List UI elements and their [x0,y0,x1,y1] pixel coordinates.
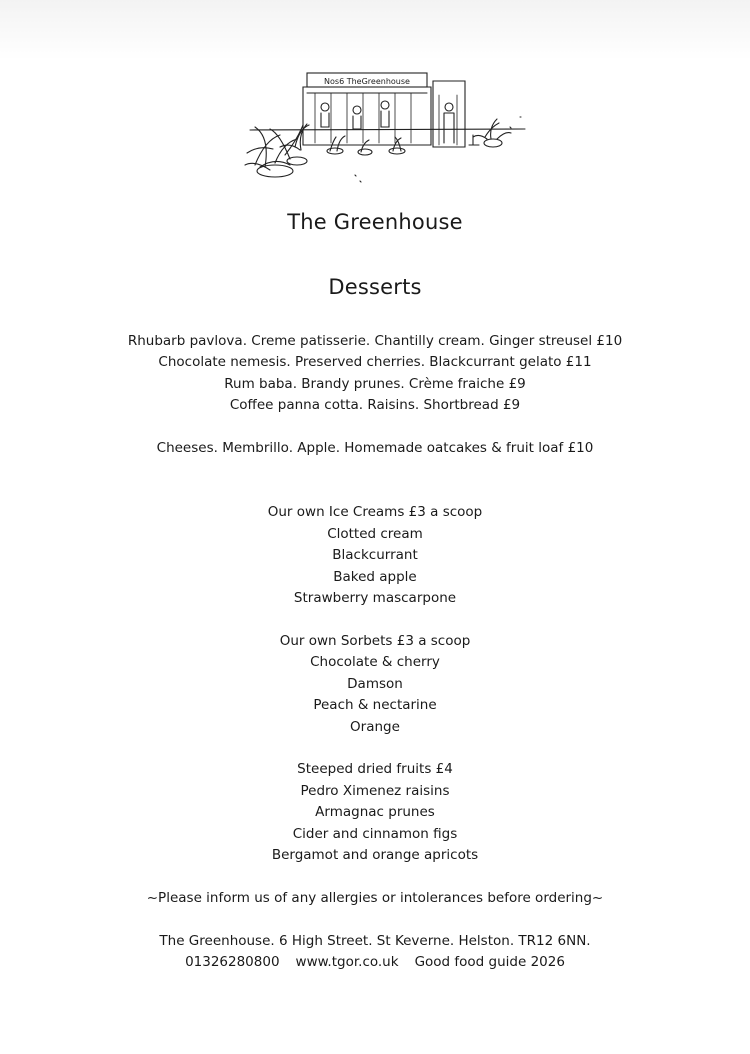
steeped-fruit-item: Bergamot and orange apricots [271,847,479,863]
sorbets-heading: Our own Sorbets £3 a scoop [279,633,471,649]
footer-phone: 01326280800 [185,954,280,970]
footer-website-link[interactable]: www.tgor.co.uk [295,954,399,970]
footer-guide: Good food guide 2026 [414,954,565,970]
footer-address: The Greenhouse. 6 High Street. St Keverne. Helston. TR12 6NN. [159,933,591,949]
sorbet-item: Peach & nectarine [313,697,437,713]
steeped-fruits-heading: Steeped dried fruits £4 [297,761,453,777]
ice-creams-heading: Our own Ice Creams £3 a scoop [267,504,483,520]
allergy-notice: ~Please inform us of any allergies or intolerances before ordering~ [146,890,604,906]
ice-cream-item: Strawberry mascarpone [293,590,457,606]
footer-contact-line [0,954,750,970]
sorbet-item: Chocolate & cherry [310,654,440,670]
sketch-sign-text: Nos6 TheGreenhouse [324,77,410,86]
restaurant-sketch-logo [235,55,535,190]
ice-cream-item: Clotted cream [327,526,423,542]
cheese-item: Cheeses. Membrillo. Apple. Homemade oatcakes & fruit loaf £10 [156,440,594,456]
dessert-item: Rhubarb pavlova. Creme patisserie. Chantilly cream. Ginger streusel £10 [127,333,623,349]
ice-cream-item: Baked apple [333,569,417,585]
steeped-fruit-item: Armagnac prunes [315,804,435,820]
sorbet-item: Orange [350,719,400,735]
top-shading [0,0,750,60]
ice-cream-item: Blackcurrant [332,547,418,563]
dessert-item: Rum baba. Brandy prunes. Crème fraiche £9 [224,376,526,392]
steeped-fruit-item: Cider and cinnamon figs [292,826,458,842]
section-title-desserts: Desserts [328,275,422,299]
restaurant-name: The Greenhouse [287,210,463,234]
sorbet-item: Damson [347,676,403,692]
dessert-item: Coffee panna cotta. Raisins. Shortbread £9 [229,397,521,413]
dessert-item: Chocolate nemesis. Preserved cherries. Blackcurrant gelato £11 [158,354,592,370]
steeped-fruit-item: Pedro Ximenez raisins [300,783,450,799]
